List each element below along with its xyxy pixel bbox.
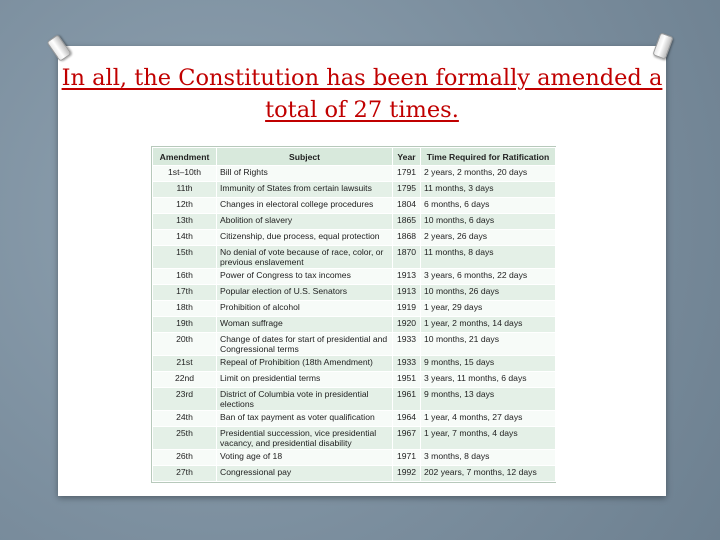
year-cell: 1964 [393, 411, 421, 427]
column-header-amendment: Amendment [153, 148, 217, 166]
ratification-time-cell: 1 year, 4 months, 27 days [421, 411, 556, 427]
amendment-cell: 17th [153, 285, 217, 301]
subject-cell: Citizenship, due process, equal protection [217, 230, 393, 246]
year-cell: 1791 [393, 166, 421, 182]
table-row [153, 285, 556, 301]
subject-cell: Presidential succession, vice presidential vacancy, and presidential disability [217, 427, 393, 450]
year-cell: 1951 [393, 372, 421, 388]
amendment-cell: 20th [153, 333, 217, 356]
subject-cell: No denial of vote because of race, color, or previous enslavement [217, 246, 393, 269]
table-row [153, 372, 556, 388]
subject-cell: Repeal of Prohibition (18th Amendment) [217, 356, 393, 372]
subject-cell: Congressional pay [217, 466, 393, 482]
year-cell: 1795 [393, 182, 421, 198]
ratification-time-cell: 3 years, 6 months, 22 days [421, 269, 556, 285]
year-cell: 1804 [393, 198, 421, 214]
year-cell: 1961 [393, 388, 421, 411]
table-row [153, 166, 556, 182]
subject-cell: Power of Congress to tax incomes [217, 269, 393, 285]
subject-cell: Limit on presidential terms [217, 372, 393, 388]
amendment-cell: 27th [153, 466, 217, 482]
subject-cell: Ban of tax payment as voter qualification [217, 411, 393, 427]
table-row [153, 333, 556, 356]
subject-cell: Change of dates for start of presidential and Congressional terms [217, 333, 393, 356]
amendment-cell: 12th [153, 198, 217, 214]
amendment-cell: 21st [153, 356, 217, 372]
ratification-time-cell: 10 months, 26 days [421, 285, 556, 301]
ratification-time-cell: 3 months, 8 days [421, 450, 556, 466]
amendment-cell: 14th [153, 230, 217, 246]
amendment-cell: 1st–10th [153, 166, 217, 182]
table-row [153, 246, 556, 269]
table-row [153, 317, 556, 333]
amendment-cell: 26th [153, 450, 217, 466]
table-row [153, 214, 556, 230]
table-row [153, 182, 556, 198]
year-cell: 1913 [393, 285, 421, 301]
ratification-time-cell: 10 months, 21 days [421, 333, 556, 356]
year-cell: 1933 [393, 333, 421, 356]
ratification-time-cell: 1 year, 29 days [421, 301, 556, 317]
amendment-cell: 23rd [153, 388, 217, 411]
subject-cell: Bill of Rights [217, 166, 393, 182]
amendment-cell: 13th [153, 214, 217, 230]
amendment-cell: 11th [153, 182, 217, 198]
ratification-time-cell: 2 years, 26 days [421, 230, 556, 246]
table-row [153, 269, 556, 285]
ratification-time-cell: 10 months, 6 days [421, 214, 556, 230]
subject-cell: Changes in electoral college procedures [217, 198, 393, 214]
ratification-time-cell: 9 months, 15 days [421, 356, 556, 372]
table-row [153, 466, 556, 482]
amendment-cell: 15th [153, 246, 217, 269]
subject-cell: Abolition of slavery [217, 214, 393, 230]
subject-cell: Immunity of States from certain lawsuits [217, 182, 393, 198]
ratification-time-cell: 9 months, 13 days [421, 388, 556, 411]
column-header-year: Year [393, 148, 421, 166]
year-cell: 1868 [393, 230, 421, 246]
pushpin-icon [652, 32, 673, 59]
table-row [153, 198, 556, 214]
column-header-ratification-time: Time Required for Ratification [421, 148, 556, 166]
year-cell: 1933 [393, 356, 421, 372]
ratification-time-cell: 11 months, 8 days [421, 246, 556, 269]
year-cell: 1919 [393, 301, 421, 317]
subject-cell: Popular election of U.S. Senators [217, 285, 393, 301]
year-cell: 1870 [393, 246, 421, 269]
subject-cell: Woman suffrage [217, 317, 393, 333]
amendments-table [151, 146, 556, 483]
ratification-time-cell: 202 years, 7 months, 12 days [421, 466, 556, 482]
slide-title: In all, the Constitution has been formally amended a total of 27 times. [61, 65, 663, 123]
year-cell: 1967 [393, 427, 421, 450]
table-row [153, 388, 556, 411]
table-row [153, 411, 556, 427]
year-cell: 1865 [393, 214, 421, 230]
subject-cell: District of Columbia vote in presidential elections [217, 388, 393, 411]
ratification-time-cell: 6 months, 6 days [421, 198, 556, 214]
subject-cell: Prohibition of alcohol [217, 301, 393, 317]
ratification-time-cell: 11 months, 3 days [421, 182, 556, 198]
amendment-cell: 18th [153, 301, 217, 317]
amendment-cell: 16th [153, 269, 217, 285]
year-cell: 1920 [393, 317, 421, 333]
table-row [153, 427, 556, 450]
amendment-cell: 25th [153, 427, 217, 450]
table-header-row [153, 148, 556, 166]
table-row [153, 301, 556, 317]
amendment-cell: 22nd [153, 372, 217, 388]
ratification-time-cell: 2 years, 2 months, 20 days [421, 166, 556, 182]
ratification-time-cell: 3 years, 11 months, 6 days [421, 372, 556, 388]
column-header-subject: Subject [217, 148, 393, 166]
ratification-time-cell: 1 year, 7 months, 4 days [421, 427, 556, 450]
year-cell: 1971 [393, 450, 421, 466]
table-row [153, 450, 556, 466]
table-row [153, 230, 556, 246]
subject-cell: Voting age of 18 [217, 450, 393, 466]
year-cell: 1913 [393, 269, 421, 285]
ratification-time-cell: 1 year, 2 months, 14 days [421, 317, 556, 333]
table-row [153, 356, 556, 372]
table-body [153, 166, 556, 482]
amendment-cell: 24th [153, 411, 217, 427]
amendment-cell: 19th [153, 317, 217, 333]
year-cell: 1992 [393, 466, 421, 482]
